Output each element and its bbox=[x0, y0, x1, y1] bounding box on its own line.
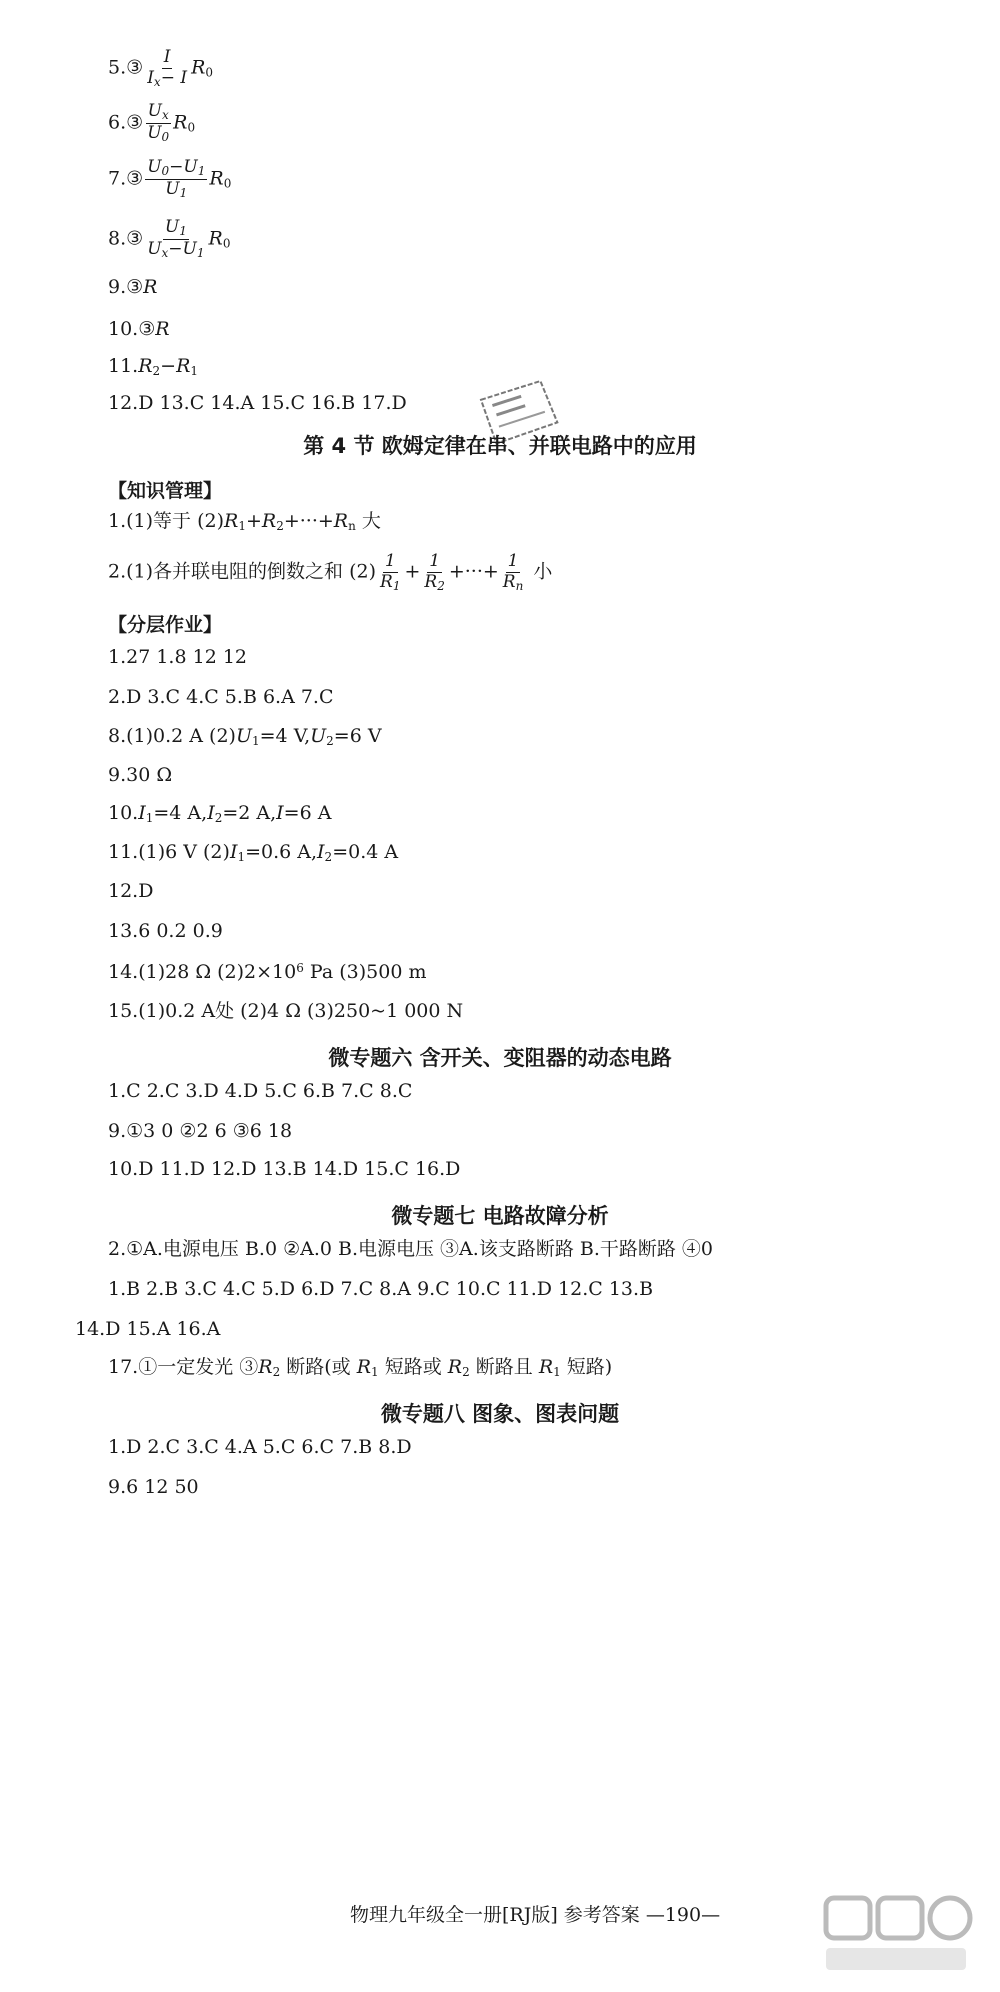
superscript: 6 bbox=[296, 961, 304, 975]
micro7-row-3: 14.D 15.A 16.A bbox=[75, 1318, 221, 1340]
numerator: 1 bbox=[507, 551, 519, 571]
subscript: 1 bbox=[252, 734, 260, 748]
subscript: 1 bbox=[196, 245, 205, 260]
hw-8 bbox=[108, 727, 382, 747]
micro8-row-2: 9.6 12 50 bbox=[108, 1476, 199, 1498]
subscript: 1 bbox=[190, 364, 199, 378]
symbol: R bbox=[380, 571, 393, 592]
operator: + bbox=[404, 560, 421, 583]
subscript: 1 bbox=[237, 850, 246, 864]
item-number: 8. bbox=[108, 227, 127, 250]
answer-9 bbox=[108, 278, 157, 297]
fraction bbox=[145, 48, 189, 89]
micro6-row-3: 10.D 11.D 12.D 13.B 14.D 15.C 16.D bbox=[108, 1158, 461, 1180]
symbol: R bbox=[208, 227, 223, 250]
subscript: n bbox=[348, 519, 356, 533]
answer-text: 短路或 bbox=[378, 1356, 448, 1378]
answer-10 bbox=[108, 320, 170, 339]
micro7-row-1: 2.①A.电源电压 B.0 ②A.0 B.电源电压 ③A.该支路断路 B.干路断路 ④0 bbox=[108, 1238, 713, 1260]
operator: +···+ bbox=[448, 560, 499, 583]
subscript: 1 bbox=[553, 1365, 561, 1379]
symbol: U bbox=[310, 725, 327, 747]
subscript: 1 bbox=[179, 224, 187, 238]
answer-text: 10.③ bbox=[108, 318, 156, 340]
operator: − bbox=[160, 355, 177, 377]
answer-text: =0.4 A bbox=[332, 841, 399, 863]
symbol: R bbox=[502, 571, 516, 592]
symbol: R bbox=[538, 1356, 554, 1378]
hw-13: 13.6 0.2 0.9 bbox=[108, 920, 223, 942]
subscript: 0 bbox=[223, 176, 232, 191]
hw-15: 15.(1)0.2 A处 (2)4 Ω (3)250~1 000 N bbox=[108, 1000, 464, 1022]
symbol: R bbox=[143, 276, 158, 298]
answer-text: =2 A, bbox=[222, 802, 277, 824]
symbol: −U bbox=[169, 157, 198, 177]
subscript: 0 bbox=[222, 236, 231, 251]
subscript: 1 bbox=[371, 1365, 379, 1379]
homework-header: 【分层作业】 bbox=[108, 614, 223, 636]
symbol: U bbox=[147, 101, 162, 121]
micro6-row-1: 1.C 2.C 3.D 4.D 5.C 6.B 7.C 8.C bbox=[108, 1080, 413, 1102]
knowledge-1 bbox=[108, 512, 381, 532]
answer-text: 9.③ bbox=[108, 276, 144, 298]
answer-text: 短路) bbox=[560, 1356, 613, 1378]
answer-text: =4 V, bbox=[259, 725, 311, 747]
answer-8 bbox=[108, 218, 230, 261]
micro6-title: 微专题六 含开关、变阻器的动态电路 bbox=[328, 1046, 672, 1070]
subscript: 2 bbox=[214, 811, 223, 825]
symbol: R bbox=[333, 510, 349, 532]
symbol: R bbox=[191, 56, 206, 79]
subscript: 1 bbox=[179, 185, 188, 200]
subscript: 1 bbox=[145, 811, 154, 825]
hw-1: 1.27 1.8 12 12 bbox=[108, 646, 247, 668]
micro7-title: 微专题七 电路故障分析 bbox=[391, 1204, 609, 1228]
subscript: 2 bbox=[276, 519, 284, 533]
subscript: 1 bbox=[197, 164, 206, 178]
answer-text: 17.①一定发光 ③ bbox=[108, 1356, 259, 1378]
micro6-row-2: 9.①3 0 ②2 6 ③6 18 bbox=[108, 1120, 293, 1142]
symbol: R bbox=[155, 318, 170, 340]
symbol: U bbox=[147, 238, 162, 259]
subscript: 2 bbox=[324, 850, 333, 864]
item-number: 7. bbox=[108, 167, 127, 190]
symbol: I bbox=[207, 802, 215, 824]
symbol: U bbox=[164, 217, 180, 237]
micro8-row-1: 1.D 2.C 3.C 4.A 5.C 6.C 7.B 8.D bbox=[108, 1436, 412, 1458]
micro7-row-2: 1.B 2.B 3.C 4.C 5.D 6.D 7.C 8.A 9.C 10.C 11.D 12.C 13.B bbox=[108, 1278, 654, 1300]
micro7-row-4 bbox=[108, 1358, 612, 1378]
answer-5 bbox=[108, 48, 213, 89]
symbol: −U bbox=[168, 238, 197, 259]
answer-text: 断路(或 bbox=[280, 1356, 357, 1378]
symbol: − I bbox=[160, 67, 188, 88]
subscript: 2 bbox=[437, 578, 445, 593]
circled-marker: ③ bbox=[126, 111, 144, 134]
item-number: 5. bbox=[108, 56, 127, 79]
answer-text: 断路且 bbox=[469, 1356, 539, 1378]
answer-text: Pa (3)500 m bbox=[303, 961, 427, 983]
page-footer: 物理九年级全一册[RJ版] 参考答案 —190— bbox=[350, 1904, 721, 1926]
subscript: 1 bbox=[392, 578, 401, 593]
subscript: 2 bbox=[462, 1365, 470, 1379]
hw-2: 2.D 3.C 4.C 5.B 6.A 7.C bbox=[108, 686, 334, 708]
circled-marker: ③ bbox=[126, 167, 144, 190]
answer-text: =6 A bbox=[283, 802, 332, 824]
answers-12-17: 12.D 13.C 14.A 15.C 16.B 17.D bbox=[108, 392, 407, 414]
symbol: R bbox=[356, 1356, 372, 1378]
subscript: 2 bbox=[152, 364, 161, 378]
symbol: R bbox=[447, 1356, 463, 1378]
symbol: R bbox=[173, 111, 188, 134]
watermark-logo-icon bbox=[820, 1890, 980, 1985]
item-number: 10. bbox=[108, 802, 139, 824]
fraction bbox=[501, 552, 526, 593]
knowledge-2 bbox=[108, 552, 552, 593]
subscript: 1 bbox=[238, 519, 246, 533]
hw-10 bbox=[108, 804, 331, 824]
subscript: 0 bbox=[205, 65, 214, 80]
symbol: I bbox=[138, 802, 146, 824]
answer-7 bbox=[108, 158, 231, 201]
answer-text: 14.(1)28 Ω (2)2×10 bbox=[108, 961, 297, 983]
answer-text: 11.(1)6 V (2) bbox=[108, 841, 230, 863]
subscript: x bbox=[153, 74, 161, 89]
symbol: I bbox=[229, 841, 238, 863]
symbol: U bbox=[147, 122, 162, 143]
symbol: U bbox=[147, 157, 162, 177]
subscript: 2 bbox=[326, 734, 334, 748]
answer-text: 1.(1)等于 (2) bbox=[108, 510, 224, 532]
subscript: x bbox=[161, 108, 169, 122]
answer-text: 大 bbox=[355, 510, 381, 532]
answer-text: 小 bbox=[527, 560, 553, 583]
symbol: I bbox=[317, 841, 325, 863]
symbol: R bbox=[138, 355, 153, 377]
symbol: U bbox=[165, 178, 180, 199]
symbol: I bbox=[276, 802, 284, 824]
answer-text: =0.6 A, bbox=[245, 841, 318, 863]
subscript: 0 bbox=[187, 120, 196, 135]
item-number: 6. bbox=[108, 111, 127, 134]
hw-11 bbox=[108, 843, 398, 863]
symbol: R bbox=[176, 355, 191, 377]
answer-text: =6 V bbox=[333, 725, 382, 747]
hw-9: 9.30 Ω bbox=[108, 764, 173, 786]
fraction bbox=[145, 102, 171, 145]
symbol: R bbox=[258, 1356, 273, 1378]
fraction bbox=[378, 552, 402, 593]
fraction bbox=[145, 158, 207, 201]
answer-text: 8.(1)0.2 A (2) bbox=[108, 725, 236, 747]
symbol: I bbox=[147, 67, 154, 88]
answer-11 bbox=[108, 357, 198, 377]
fraction bbox=[145, 218, 206, 261]
hw-12: 12.D bbox=[108, 880, 154, 902]
symbol: R bbox=[209, 167, 224, 190]
fraction bbox=[422, 552, 446, 593]
answer-text: =4 A, bbox=[153, 802, 208, 824]
hw-14 bbox=[108, 962, 426, 982]
symbol: I bbox=[163, 47, 171, 67]
numerator: 1 bbox=[384, 551, 396, 571]
item-number: 11. bbox=[108, 355, 139, 377]
numerator: 1 bbox=[429, 551, 441, 571]
symbol: U bbox=[235, 725, 252, 747]
subscript: 0 bbox=[161, 129, 170, 144]
section-title: 第 4 节 欧姆定律在串、并联电路中的应用 bbox=[303, 434, 697, 458]
circled-marker: ③ bbox=[126, 56, 144, 79]
symbol: R bbox=[261, 510, 277, 532]
micro8-title: 微专题八 图象、图表问题 bbox=[380, 1402, 620, 1426]
answer-6 bbox=[108, 102, 195, 145]
operator: + bbox=[245, 510, 262, 532]
answer-text: 2.(1)各并联电阻的倒数之和 (2) bbox=[108, 560, 376, 583]
symbol: R bbox=[224, 510, 239, 532]
subscript: n bbox=[515, 578, 524, 593]
knowledge-header: 【知识管理】 bbox=[108, 480, 223, 502]
operator: +···+ bbox=[283, 510, 334, 532]
subscript: 0 bbox=[161, 164, 170, 178]
circled-marker: ③ bbox=[126, 227, 144, 250]
subscript: x bbox=[161, 245, 169, 260]
symbol: R bbox=[424, 571, 438, 592]
subscript: 2 bbox=[272, 1365, 281, 1379]
